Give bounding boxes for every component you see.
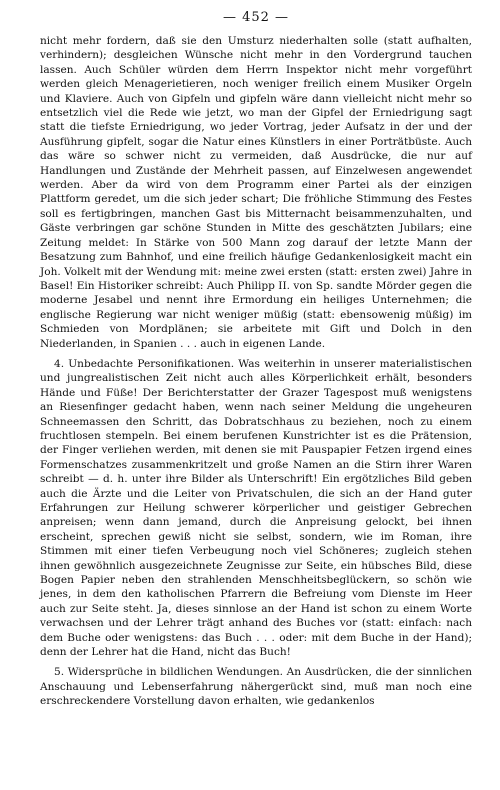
page-number: — 452 —	[222, 10, 290, 25]
document-page	[40, 10, 472, 780]
paragraph-intro: nicht mehr fordern, daß sie den Umsturz niederhalten solle (statt aufhalten, verhindern); desgleichen Wünsche nicht mehr in den Vordergrund tauchen lassen. Auch Schüler würden dem Herrn Inspektor nicht mehr vorgeführt werden gleich Menagerietieren, noch weniger freilich einem Musiker Orgeln und Klaviere. Auch von Gipfeln und gipfeln wäre dann vielleicht nicht mehr so entsetzlich viel die Rede wie jetzt, wo man der Gipfel der Erniedrigung sagt statt die tiefste Erniedrigung, wo jeder Vortrag, jeder Aufsatz in der und der Ausführung gipfelt, sogar die Natur eines Künstlers in einer Porträtbüste. Auch das wäre so schwer nicht zu vermeiden, daß Ausdrücke, die nur auf Handlungen und Zustände der Mehrheit passen, auf Einzelwesen angewendet werden. Aber da wird von dem Programm einer Partei als der einzigen Plattform geredet, um die sich jeder schart; Die fröhliche Stimmung des Festes soll es fertigbringen, manchen Gast bis Mitternacht beisammenzuhalten, und Gäste verbringen gar schöne Stunden in Mitte des geschätzten Jubilars; eine Zeitung meldet: In Stärke von 500 Mann zog darauf der letzte Mann der Besatzung zum Bahnhof, und eine freilich häufige Gedankenlosigkeit macht ein Joh. Volkelt mit der Wendung mit: meine zwei ersten (statt: ersten zwei) Jahre in Basel! Ein Historiker schreibt: Auch Philipp II. von Sp. sandte Mörder gegen die moderne Jesabel und nennt ihre Ermordung ein heiliges Unternehmen; die englische Regierung war nicht weniger müßig (statt: ebensowenig müßig) im Schmieden von Mordplänen; sie arbeitete mit Gift und Dolch in den Niederlanden, in Spanien . . . auch in eigenen Lande.	[40, 35, 472, 350]
paragraph-section-5: 5. Widersprüche in bildlichen Wendungen. An Ausdrücken, die der sinnlichen Anschauung und Lebenserfahrung nähergerückt sind, muß man noch eine erschreckendere Vorstellung davon erhalten, wie gedankenlos	[40, 666, 472, 708]
paragraph-section-4: 4. Unbedachte Personifikationen. Was weiterhin in unserer materialistischen und jungrealistischen Zeit nicht auch alles Körperlichkeit erhält, besonders Hände und Füße! Der Berichterstatter der Grazer Tagespost muß wenigstens an Riesenfinger gedacht haben, wenn nach seiner Meldung die ungeheuren Schneemassen den Schritt, das Dobratschhaus zu beziehen, noch zu einem fruchtlosen stempeln. Bei einem berufenen Kunstrichter ist es die Prätension, der Finger verliehen werden, mit denen sie mit Pauspapier Fetzen irgend eines Formenschatzes zusammenkritzelt und große Namen an die Stirn ihrer Waren schreibt — d. h. unter ihre Bilder als Unterschrift! Ein ergötzliches Bild geben auch die Ärzte und die Leiter von Privatschulen, die sich an der Hand guter Erfahrungen zur Heilung schwerer körperlicher und geistiger Gebrechen anpreisen; wenn dann jemand, durch die Anpreisung gelockt, bei ihnen erscheint, sprechen gewiß nicht sie selbst, sondern, wie im Roman, ihre Stimmen mit einer tiefen Verbeugung noch viel Schöneres; zugleich stehen ihnen gewöhnlich ausgezeichnete Zeugnisse zur Seite, ein hübsches Bild, diese Bogen Papier neben den strahlenden Menschheitsbeglückern, so schön wie jenes, in dem den katholischen Pfarrern die Befreiung vom Dienste im Heer auch zur Seite steht. Ja, dieses sinnlose an der Hand ist schon zu einem Worte verwachsen und der Lehrer trägt anhand des Buches vor (statt: einfach: nach dem Buche oder wenigstens: das Buch . . . oder: mit dem Buche in der Hand); denn der Lehrer hat die Hand, nicht das Buch!	[40, 357, 472, 659]
